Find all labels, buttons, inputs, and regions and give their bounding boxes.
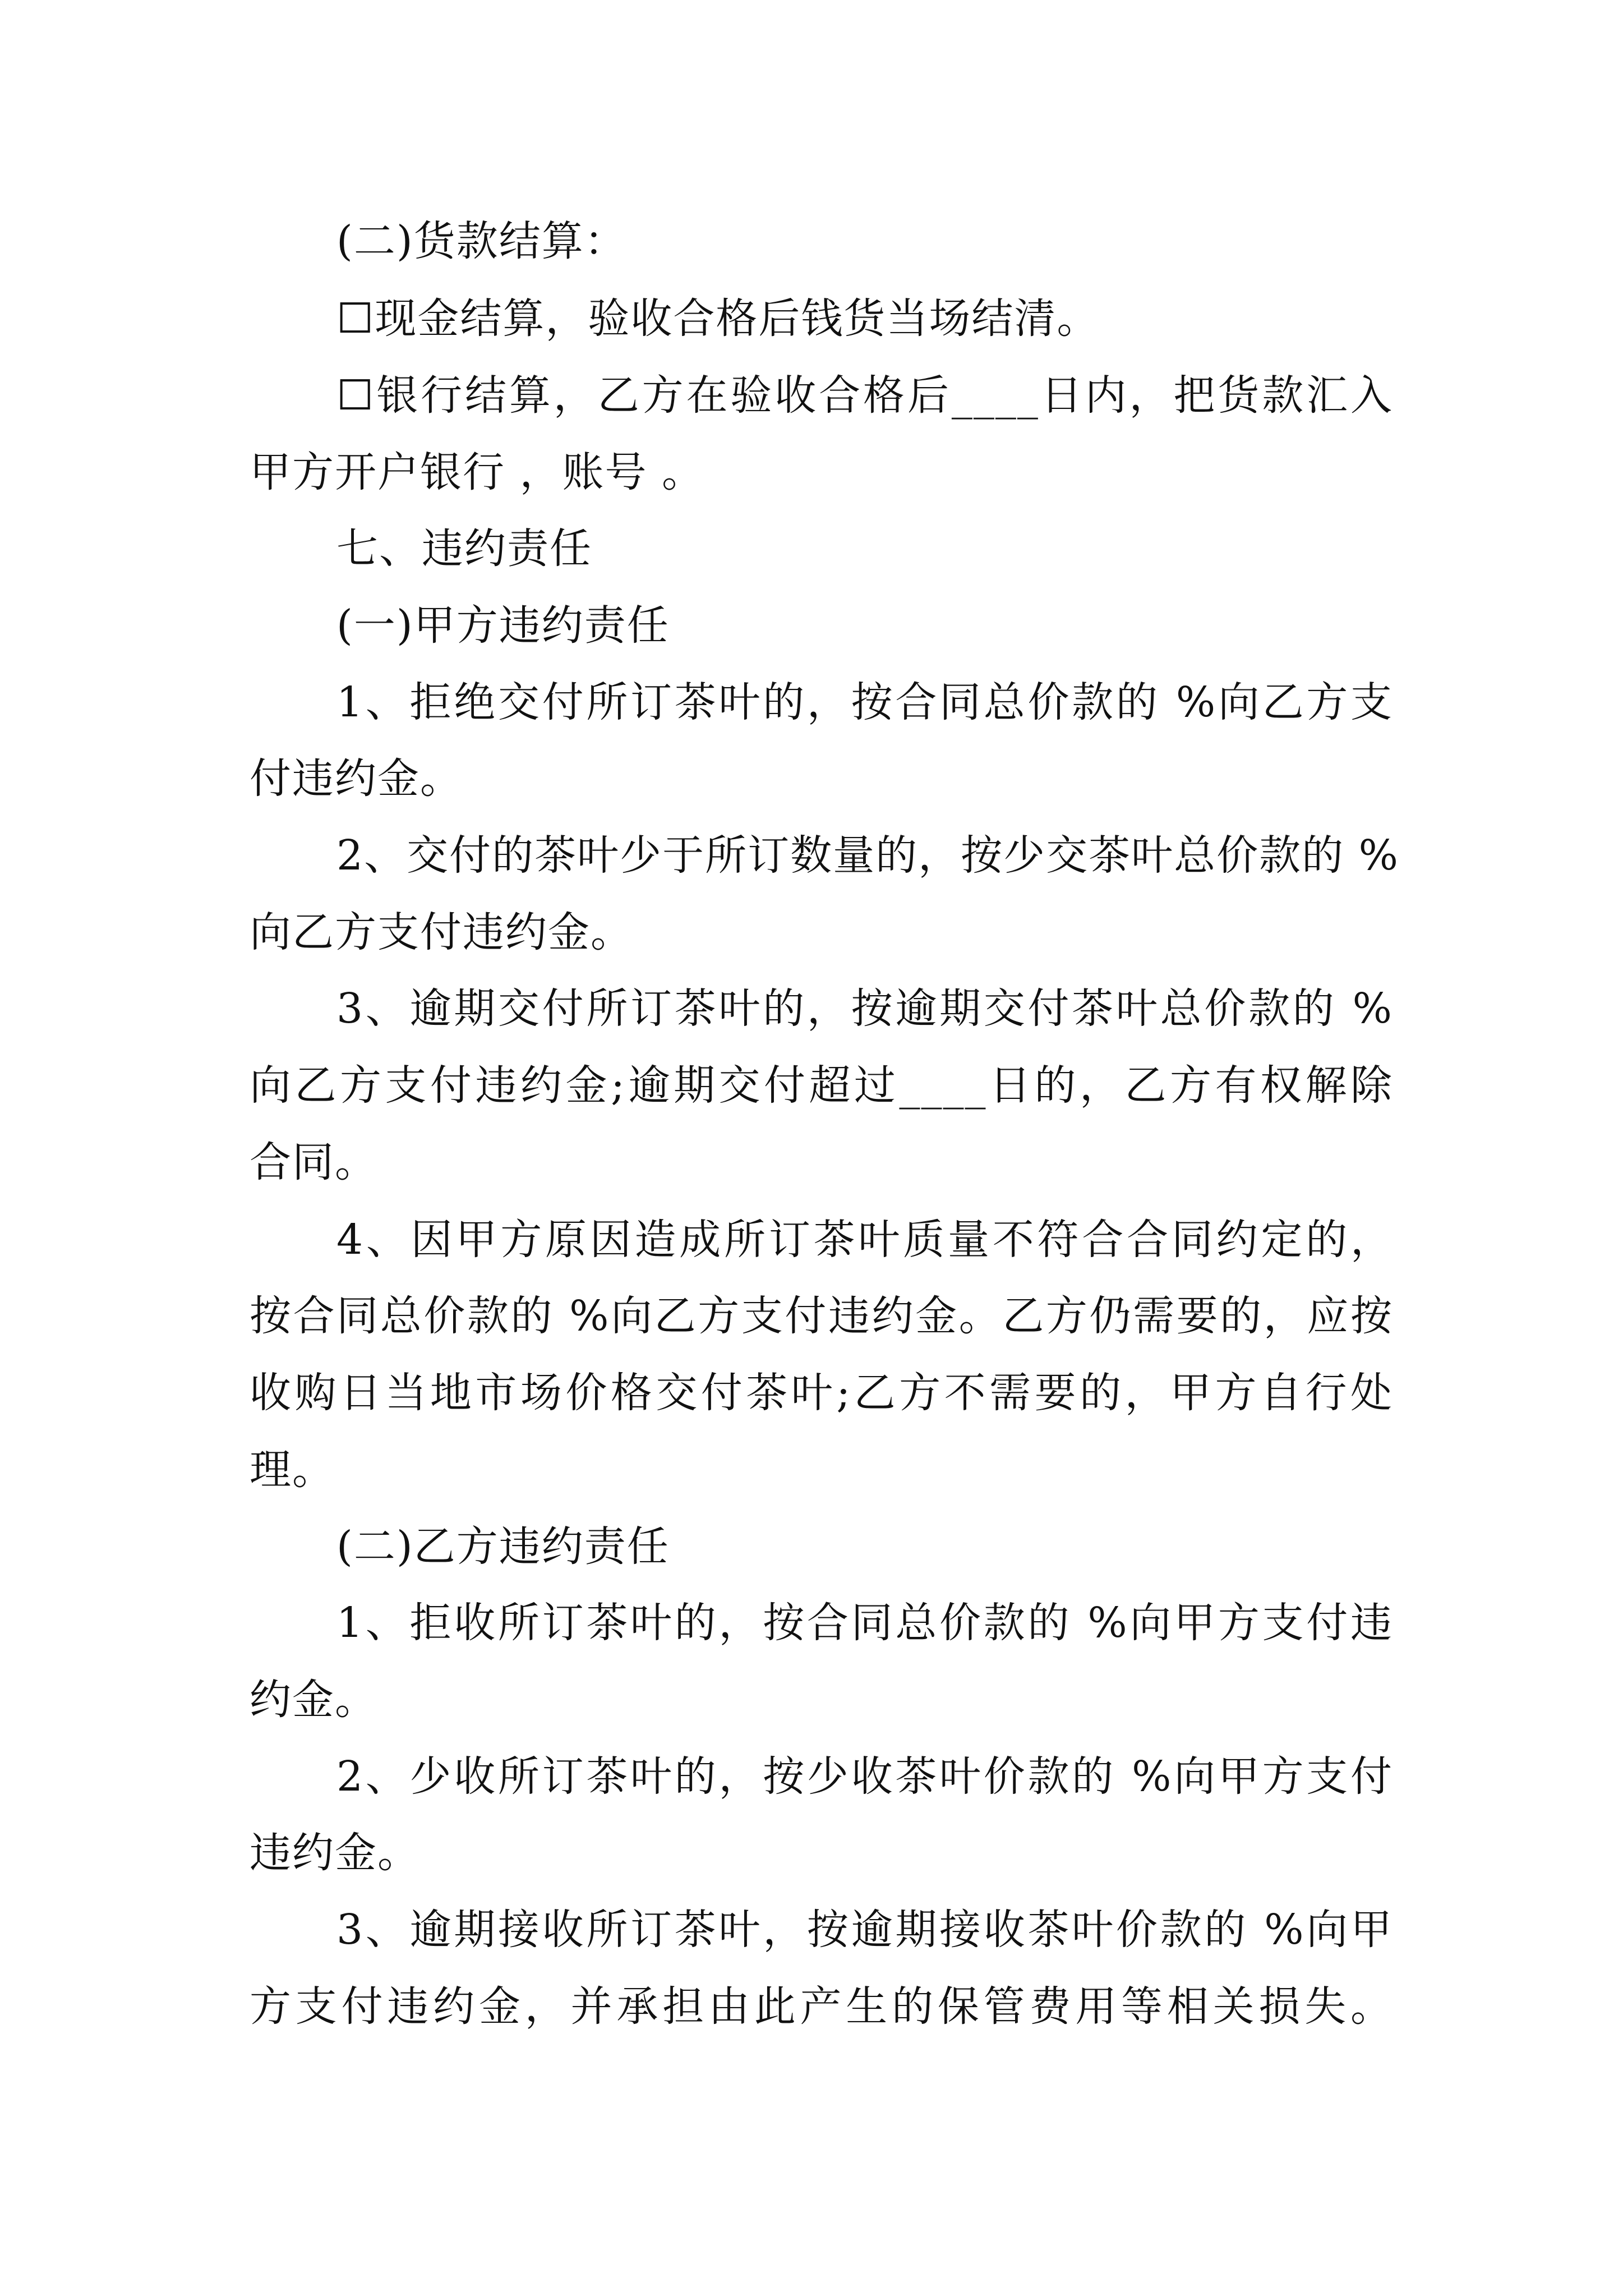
text-line: 方支付违约金，并承担由此产生的保管费用等相关损失。 bbox=[250, 1982, 1393, 2031]
text-line: 收购日当地市场价格交付茶叶;乙方不需要的，甲方自行处 bbox=[250, 1369, 1393, 1417]
section-heading-liability: 七、违约责任 bbox=[336, 524, 592, 573]
option-bank-settlement: ☐银行结算，乙方在验收合格后____日内，把货款汇入 bbox=[336, 371, 1393, 420]
text-line: 向乙方支付违约金。 bbox=[250, 908, 633, 956]
clause-b1: 1、拒收所订茶叶的，按合同总价款的 %向甲方支付违 bbox=[336, 1599, 1393, 1647]
subsection-heading-party-a: (一)甲方违约责任 bbox=[336, 601, 670, 650]
clause-a2: 2、交付的茶叶少于所订数量的，按少交茶叶总价款的 % bbox=[336, 831, 1399, 880]
text-line: 向乙方支付违约金;逾期交付超过____日的，乙方有权解除 bbox=[250, 1061, 1393, 1110]
text-line: 甲方开户银行 ，账号 。 bbox=[250, 448, 705, 496]
clause-b3: 3、逾期接收所订茶叶，按逾期接收茶叶价款的 %向甲 bbox=[336, 1906, 1393, 1954]
option-cash-settlement: ☐现金结算，验收合格后钱货当场结清。 bbox=[336, 295, 1100, 343]
clause-a3: 3、逾期交付所订茶叶的，按逾期交付茶叶总价款的 % bbox=[336, 984, 1393, 1033]
text-line: 理。 bbox=[250, 1446, 335, 1494]
text-line: 合同。 bbox=[250, 1138, 377, 1186]
subsection-heading-party-b: (二)乙方违约责任 bbox=[336, 1522, 670, 1571]
clause-a4: 4、因甲方原因造成所订茶叶质量不符合合同约定的， bbox=[336, 1216, 1393, 1264]
text-line: 约金。 bbox=[250, 1676, 377, 1724]
text-line: 付违约金。 bbox=[250, 754, 463, 803]
clause-b2: 2、少收所订茶叶的，按少收茶叶价款的 %向甲方支付 bbox=[336, 1752, 1393, 1801]
clause-a1: 1、拒绝交付所订茶叶的，按合同总价款的 %向乙方支 bbox=[336, 678, 1393, 726]
section-heading-payment-settlement: (二)货款结算： bbox=[336, 217, 627, 265]
text-line: 按合同总价款的 %向乙方支付违约金。乙方仍需要的，应按 bbox=[250, 1292, 1393, 1340]
text-line: 违约金。 bbox=[250, 1829, 420, 1877]
